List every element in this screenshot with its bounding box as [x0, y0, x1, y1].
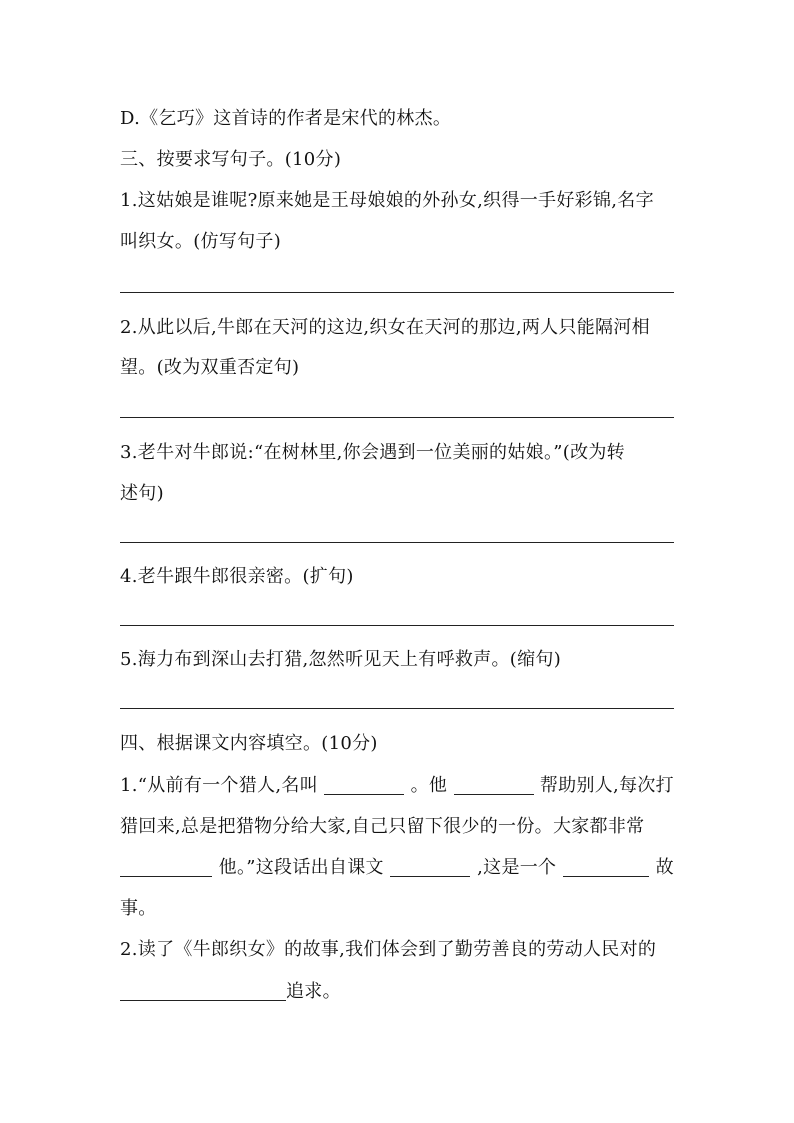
section-3-heading: 三、按要求写句子。(10分): [120, 149, 342, 170]
question-4-2-line-2: [120, 980, 341, 1004]
question-4-1-line-4: 事。: [120, 898, 157, 919]
question-4-1-line-1: [120, 774, 674, 798]
question-3-3-line-1: 3.老牛对牛郎说:“在树林里,你会遇到一位美丽的姑娘。”(改为转: [120, 442, 625, 463]
answer-line-3-5[interactable]: [120, 708, 674, 709]
question-3-5: 5.海力布到深山去打猎,忽然听见天上有呼救声。(缩句): [120, 649, 562, 670]
question-4-1-text-f: 故: [655, 857, 674, 878]
question-4-1-text-b: 。他: [410, 775, 448, 796]
answer-line-3-3[interactable]: [120, 542, 674, 543]
blank-hunter-name[interactable]: [324, 774, 404, 795]
blank-feeling[interactable]: [120, 856, 212, 877]
question-3-2-line-1: 2.从此以后,牛郎在天河的这边,织女在天河的那边,两人只能隔河相: [120, 317, 650, 338]
question-4-2-line-1: 2.读了《牛郎织女》的故事,我们体会到了勤劳善良的劳动人民对的: [120, 939, 657, 960]
question-4-1-line-3: [120, 856, 674, 880]
blank-story-type[interactable]: [563, 856, 649, 877]
blank-helping-manner[interactable]: [454, 774, 534, 795]
question-4-1-line-2: 猎回来,总是把猎物分给大家,自己只留下很少的一份。大家都非常: [120, 816, 645, 837]
question-4-1-text-d: 他。”这段话出自课文: [218, 857, 384, 878]
answer-line-3-2[interactable]: [120, 417, 674, 418]
question-3-4: 4.老牛跟牛郎很亲密。(扩句): [120, 566, 354, 587]
blank-pursuit[interactable]: [120, 980, 286, 1001]
answer-line-3-4[interactable]: [120, 625, 674, 626]
answer-line-3-1[interactable]: [120, 292, 674, 293]
option-d: D.《乞巧》这首诗的作者是宋代的林杰。: [120, 108, 452, 129]
question-4-1-text-e: ,这是一个: [477, 857, 557, 878]
question-4-1-text-a: 1.“从前有一个猎人,名叫: [120, 775, 318, 796]
question-4-1-text-c: 帮助别人,每次打: [539, 775, 674, 796]
question-3-1-line-1: 1.这姑娘是谁呢?原来她是王母娘娘的外孙女,织得一手好彩锦,名字: [120, 190, 654, 211]
section-4-heading: 四、根据课文内容填空。(10分): [120, 733, 378, 754]
blank-lesson-title[interactable]: [390, 856, 470, 877]
question-3-1-line-2: 叫织女。(仿写句子): [120, 231, 282, 252]
question-4-2-text-b: 追求。: [286, 981, 341, 1002]
question-3-2-line-2: 望。(改为双重否定句): [120, 357, 300, 378]
question-3-3-line-2: 述句): [120, 483, 164, 504]
